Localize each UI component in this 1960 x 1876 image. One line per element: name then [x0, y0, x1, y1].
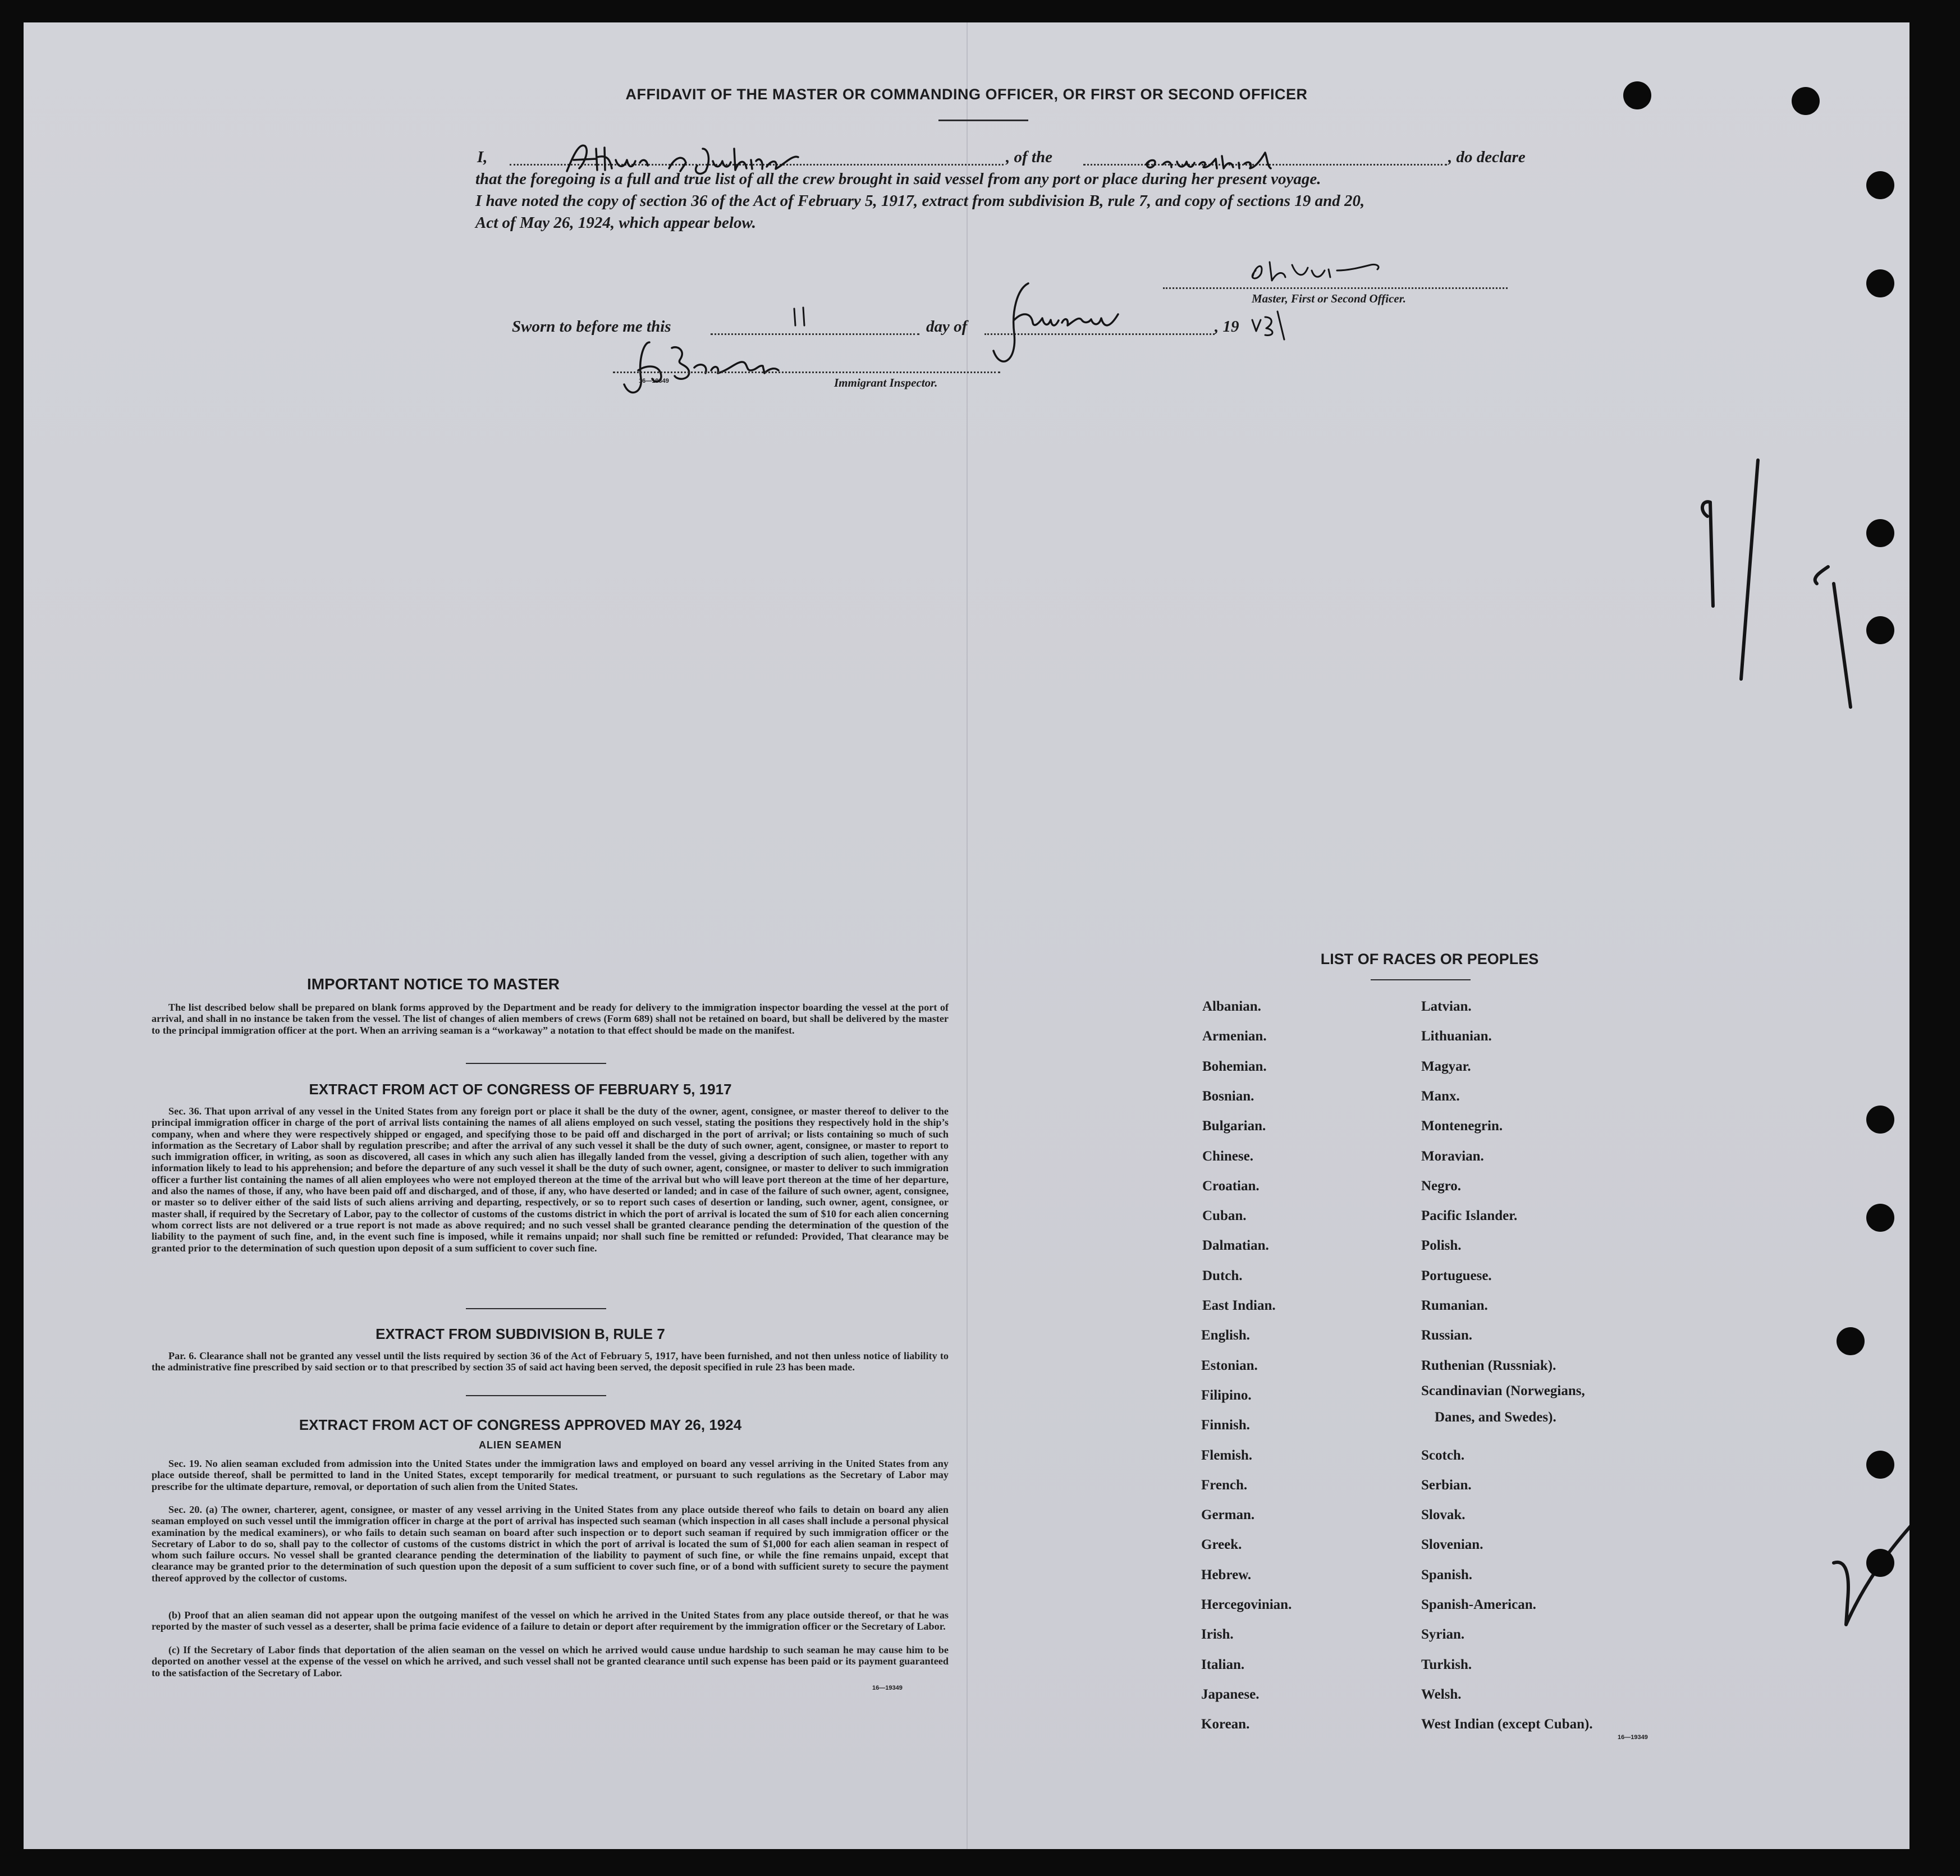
race-item: French. [1201, 1477, 1248, 1493]
inspector-signature-line [613, 371, 1000, 373]
race-item: Estonian. [1201, 1357, 1258, 1373]
declaration-line-4: Act of May 26, 1924, which appear below. [475, 214, 756, 232]
document-sheet [24, 22, 1909, 1849]
race-item: Magyar. [1421, 1058, 1471, 1074]
sworn-day-line [711, 333, 919, 335]
notice-body: The list described below shall be prepared on blank forms approved by the Department and be ready for delivery to the immigration inspector boarding the vessel at the port of arrival, and shall in no instance be taken from the vessel. The list of changes of alien members of crews (Form 689) shall not be retained on board, but shall be delivered by the master to the principal immigration officer at the port. When an arriving seaman is a “workaway” a notation to that effect should be made on the manifest. [152, 1002, 949, 1036]
race-item: Dalmatian. [1202, 1238, 1269, 1254]
declaration-line-3: I have noted the copy of section 36 of the Act of February 5, 1917, extract from subdivision B, rule 7, and copy of sections 19 and 20, [475, 192, 1365, 210]
punch-hole [1866, 519, 1894, 547]
rule-1 [466, 1063, 606, 1064]
race-item: Rumanian. [1421, 1298, 1488, 1313]
race-item: Ruthenian (Russniak). [1421, 1357, 1556, 1373]
races-title-underline [1371, 979, 1471, 980]
race-item: Spanish-American. [1421, 1597, 1536, 1612]
punch-hole [1866, 616, 1894, 644]
race-item: Portuguese. [1421, 1268, 1492, 1283]
race-item: Croatian. [1202, 1178, 1260, 1194]
punch-hole [1866, 1451, 1894, 1479]
race-item: East Indian. [1202, 1298, 1276, 1313]
handwritten-vessel-signature [1141, 145, 1309, 173]
race-item: Syrian. [1421, 1627, 1465, 1643]
sworn-day-handwritten [790, 303, 812, 331]
race-item: Russian. [1421, 1328, 1473, 1343]
fold-line [967, 22, 968, 1849]
year-handwritten [1249, 306, 1294, 345]
sec20a-body: Sec. 20. (a) The owner, charterer, agent, consignee, or master of any vessel arriving in the United States from any place outside thereof who fails to detain on board any alien seaman employed on such vessel until the immigration officer in charge at the port of arrival has inspected such seaman (which inspection in all cases shall include a personal physical examination by the medical examiners), or who fails to detain such seaman on board after such inspection or to deport such seaman if required by such immigration officer or the Secretary of Labor to do so, shall pay to the collector of customs of the customs district in which the port of arrival is located the sum of $1,000 for each alien seaman in respect of whom such failure occurs. No vessel shall be granted clearance pending the determination of the liability to payment of such fine, or while the fine remains unpaid, except that clearance may be granted prior to the determination of such question upon the deposit of a sum sufficient to cover such fine, or of a bond with sufficient surety to secure the payment thereof approved by the collector of customs. [152, 1504, 949, 1584]
rule7-body: Par. 6. Clearance shall not be granted any vessel until the lists required by section 36 of the Act of February 5, 1917, have been furnished, and not then unless notice of liability to the administrative fine prescribed by said section or to that prescribed by section 35 of said act having been served, the deposit specified in rule 23 has been made. [152, 1350, 949, 1373]
race-item: Slovak. [1421, 1507, 1466, 1523]
punch-hole [1792, 87, 1820, 115]
punch-hole [1866, 1106, 1894, 1134]
race-item: Filipino. [1201, 1387, 1252, 1403]
punch-hole [1866, 1549, 1894, 1577]
race-item: Albanian. [1202, 999, 1261, 1014]
sec20b-body: (b) Proof that an alien seaman did not appear upon the outgoing manifest of the vessel on which he arrived in the United States from any place outside thereof, or that he was reported by the master of such vessel as a deserter, shall be prima facie evidence of a failure to detain or deport after requirement by the immigration officer or the Secretary of Labor. [152, 1609, 949, 1632]
of-the-label: , of the [1006, 148, 1052, 166]
race-item: Korean. [1201, 1717, 1250, 1732]
race-item: Moravian. [1421, 1148, 1484, 1164]
race-item: Chinese. [1202, 1148, 1253, 1164]
race-item: Bulgarian. [1202, 1118, 1266, 1134]
race-item: Montenegrin. [1421, 1118, 1503, 1134]
race-item: Polish. [1421, 1238, 1462, 1254]
race-scandinavian-continuation: Danes, and Swedes). [1435, 1410, 1556, 1425]
race-item: Cuban. [1202, 1208, 1247, 1224]
race-item: Turkish. [1421, 1657, 1472, 1672]
do-declare-label: , do declare [1448, 148, 1526, 166]
race-item: English. [1201, 1328, 1250, 1343]
extract-1917-title: EXTRACT FROM ACT OF CONGRESS OF FEBRUARY 5, 1917 [309, 1081, 732, 1098]
race-item: Bohemian. [1202, 1058, 1267, 1074]
race-item: Latvian. [1421, 999, 1472, 1014]
sworn-month-handwritten [989, 278, 1141, 373]
declare-i: I, [477, 148, 488, 166]
race-item: Scotch. [1421, 1447, 1465, 1463]
race-item: Slovenian. [1421, 1537, 1483, 1553]
punch-hole [1837, 1327, 1865, 1355]
race-item: West Indian (except Cuban). [1421, 1717, 1593, 1732]
punch-hole [1866, 171, 1894, 199]
punch-hole [1866, 1204, 1894, 1232]
race-item: Scandinavian (Norwegians, [1421, 1383, 1585, 1398]
race-item: Dutch. [1202, 1268, 1243, 1283]
extract-form-number: 16—19349 [872, 1685, 903, 1691]
year-prefix: , 19 [1215, 318, 1239, 336]
declaration-line-2: that the foregoing is a full and true list of all the crew brought in said vessel from any port or place during her present voyage. [475, 170, 1321, 188]
sworn-label: Sworn to before me this [512, 318, 671, 336]
rule-2 [466, 1308, 606, 1309]
extract-1924-title: EXTRACT FROM ACT OF CONGRESS APPROVED MAY 26, 1924 [299, 1416, 742, 1433]
race-item: Welsh. [1421, 1686, 1462, 1702]
punch-hole [1623, 81, 1651, 109]
race-item: Bosnian. [1202, 1088, 1254, 1104]
master-label: Master, First or Second Officer. [1252, 292, 1406, 305]
race-item: Japanese. [1201, 1686, 1260, 1702]
race-item: Spanish. [1421, 1567, 1473, 1583]
race-item: Negro. [1421, 1178, 1462, 1194]
affidavit-title: AFFIDAVIT OF THE MASTER OR COMMANDING OFFICER, OR FIRST OR SECOND OFFICER [625, 86, 1308, 103]
race-item: Hercegovinian. [1201, 1597, 1292, 1612]
master-signature-line [1163, 287, 1508, 289]
punch-hole [1866, 269, 1894, 297]
race-item: German. [1201, 1507, 1255, 1523]
race-item: Pacific Islander. [1421, 1208, 1518, 1224]
race-item: Serbian. [1421, 1477, 1472, 1493]
sec19-body: Sec. 19. No alien seaman excluded from admission into the United States under the immigration laws and employed on board any vessel arriving in the United States from any place outside thereof, shall be permitted to land in the United States, except temporarily for medical treatment, or pursuant to such regulations as the Secretary of Labor may prescribe for the ultimate departure, removal, or deportation of such alien from the United States. [152, 1458, 949, 1492]
race-item: Armenian. [1202, 1029, 1267, 1044]
race-item: Italian. [1201, 1657, 1245, 1672]
race-item: Finnish. [1201, 1418, 1250, 1433]
race-item: Lithuanian. [1421, 1029, 1492, 1044]
race-item: Greek. [1201, 1537, 1242, 1553]
rule-3 [466, 1395, 606, 1396]
handwritten-name-signature [562, 137, 826, 180]
rule7-title: EXTRACT FROM SUBDIVISION B, RULE 7 [375, 1325, 665, 1342]
race-item: Irish. [1201, 1627, 1234, 1643]
races-title: LIST OF RACES OR PEOPLES [1320, 951, 1539, 967]
inspector-signature [616, 337, 851, 401]
notice-title: IMPORTANT NOTICE TO MASTER [306, 975, 560, 993]
inspector-label: Immigrant Inspector. [834, 376, 938, 389]
margin-fraction-marks [1691, 443, 1881, 713]
title-underline [938, 120, 1028, 121]
sec20c-body: (c) If the Secretary of Labor finds that deportation of the alien seaman on the vessel on which he arrived would cause undue hardship to such seaman he may cause him to be deported on another vessel at the expense of the vessel on which he arrived, and such vessel shall not be granted clearance until such expense has been paid or its payment guaranteed to the satisfaction of the Secretary of Labor. [152, 1644, 949, 1678]
races-form-number: 16—19349 [1618, 1734, 1648, 1741]
day-of-label: day of [926, 318, 968, 336]
affidavit-form-number: 16—19349 [639, 378, 669, 384]
race-item: Hebrew. [1201, 1567, 1252, 1583]
extract-1917-body: Sec. 36. That upon arrival of any vessel in the United States from any foreign port or place it shall be the duty of the owner, agent, consignee, or master thereof to deliver to the principal immigration officer in charge of the port of arrival lists containing the names of all aliens employed on such vessel, stating the positions they respectively hold in the ship’s company, when and where they were respectively shipped or engaged, and specifying those to be paid off and discharged in the port of arrival; or lists containing so much of such information as the Secretary of Labor shall by regulation prescribe; and after the arrival of any such vessel it shall be the duty of such owner, agent, consignee, or master to report to such immigration officer, in writing, as soon as discovered, all cases in which any such alien has illegally landed from the vessel, giving a description of such alien, together with any information likely to lead to his apprehension; and before the departure of any such vessel it shall be the duty of such owner, agent, consignee, or master to deliver to such immigration officer a further list containing the names of all alien employees who were not employed thereon at the time of the arrival but who will leave port thereon at the time of her departure, and also the names of those, if any, who have been paid off and discharged, and of those, if any, who have deserted or landed; and in case of the failure of such owner, agent, consignee, or master so to deliver either of the said lists of such aliens arriving and departing, respectively, or so to report such cases of desertion or landing, such owner, agent, consignee, or master shall, if required by the Secretary of Labor, pay to the collector of customs of the customs district in which the port of arrival is located the sum of $10 for each alien concerning whom correct lists are not delivered or a true report is not made as above required; and no such vessel shall be granted clearance pending the determination of the question of the liability to the payment of such fine, and, in the event such fine is imposed, while it remains unpaid; nor shall such fine be remitted or refunded: Provided, That clearance may be granted prior to the determination of such question upon deposit of a sum sufficient to cover such fine. [152, 1106, 949, 1254]
race-item: Manx. [1421, 1088, 1460, 1104]
alien-seamen-subtitle: ALIEN SEAMEN [478, 1439, 562, 1451]
master-signature [1230, 254, 1455, 287]
race-item: Flemish. [1201, 1447, 1252, 1463]
